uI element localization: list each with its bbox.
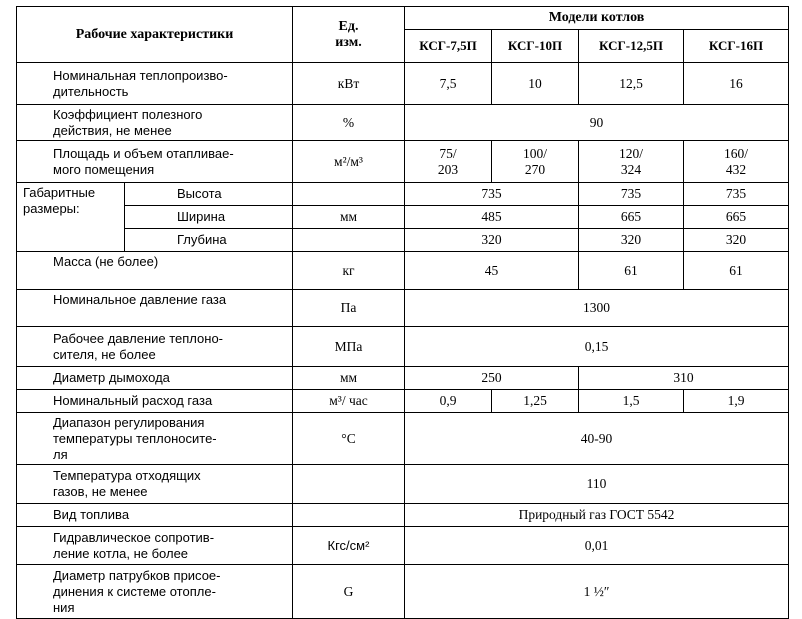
temp-range-unit: °С <box>293 413 405 465</box>
power-value-1: 7,5 <box>405 63 492 105</box>
hydraulic-value: 0,01 <box>405 527 789 565</box>
dim-height-value-3: 735 <box>684 183 789 206</box>
row-hydraulic <box>17 527 789 565</box>
row-temp-range <box>17 413 789 465</box>
temp-range-value: 40-90 <box>405 413 789 465</box>
mass-label: Масса (не более) <box>17 252 293 290</box>
power-unit: кВт <box>293 63 405 105</box>
area-value-3: 120/ 324 <box>579 141 684 183</box>
row-dim-width <box>17 206 789 229</box>
mass-unit: кг <box>293 252 405 290</box>
dim-width-value-1: 485 <box>405 206 579 229</box>
row-work-pressure <box>17 327 789 367</box>
work-pressure-value: 0,15 <box>405 327 789 367</box>
area-value-1: 75/ 203 <box>405 141 492 183</box>
row-chimney <box>17 367 789 390</box>
header-model-3: КСГ-12,5П <box>579 30 684 63</box>
chimney-value-2: 310 <box>579 367 789 390</box>
power-value-3: 12,5 <box>579 63 684 105</box>
dim-height-label: Высота <box>125 183 293 206</box>
mass-value-3: 61 <box>684 252 789 290</box>
gas-pressure-value: 1300 <box>405 290 789 327</box>
temp-range-label: Диапазон регулирования температуры теплоносите- ля <box>17 413 293 465</box>
fuel-value: Природный газ ГОСТ 5542 <box>405 504 789 527</box>
row-fuel <box>17 504 789 527</box>
row-dim-depth <box>17 229 789 252</box>
efficiency-label: Коэффициент полезного действия, не менее <box>17 105 293 141</box>
dim-depth-value-2: 320 <box>579 229 684 252</box>
flue-temp-label: Температура отходящих газов, не менее <box>17 465 293 504</box>
row-power <box>17 63 789 105</box>
dim-unit: мм <box>293 206 405 229</box>
power-value-4: 16 <box>684 63 789 105</box>
gas-flow-value-1: 0,9 <box>405 390 492 413</box>
area-label: Площадь и объем отапливае- мого помещения <box>17 141 293 183</box>
header-unit: Ед. изм. <box>293 7 405 63</box>
row-gas-flow <box>17 390 789 413</box>
hydraulic-unit: Кгс/см² <box>293 527 405 565</box>
dimensions-label: Габаритные размеры: <box>17 183 125 252</box>
fuel-label: Вид топлива <box>17 504 293 527</box>
chimney-value-1: 250 <box>405 367 579 390</box>
pipe-value: 1 ½″ <box>405 565 789 619</box>
gas-pressure-unit: Па <box>293 290 405 327</box>
mass-value-1: 45 <box>405 252 579 290</box>
row-pipe <box>17 565 789 619</box>
efficiency-unit: % <box>293 105 405 141</box>
header-model-2: КСГ-10П <box>492 30 579 63</box>
work-pressure-label: Рабочее давление теплоно- сителя, не более <box>17 327 293 367</box>
gas-flow-label: Номинальный расход газа <box>17 390 293 413</box>
area-value-2: 100/ 270 <box>492 141 579 183</box>
dim-depth-label: Глубина <box>125 229 293 252</box>
gas-flow-value-3: 1,5 <box>579 390 684 413</box>
chimney-unit: мм <box>293 367 405 390</box>
dim-depth-value-1: 320 <box>405 229 579 252</box>
dim-width-value-3: 665 <box>684 206 789 229</box>
row-efficiency <box>17 105 789 141</box>
row-gas-pressure <box>17 290 789 327</box>
flue-temp-unit <box>293 465 405 504</box>
dim-height-value-1: 735 <box>405 183 579 206</box>
row-flue-temp <box>17 465 789 504</box>
dim-depth-unit <box>293 229 405 252</box>
specifications-table <box>16 6 789 619</box>
row-dim-height <box>17 183 789 206</box>
hydraulic-label: Гидравлическое сопротив- ление котла, не более <box>17 527 293 565</box>
gas-flow-value-4: 1,9 <box>684 390 789 413</box>
chimney-label: Диаметр дымохода <box>17 367 293 390</box>
row-mass <box>17 252 789 290</box>
dim-width-value-2: 665 <box>579 206 684 229</box>
gas-pressure-label: Номинальное давление газа <box>17 290 293 327</box>
header-model-1: КСГ-7,5П <box>405 30 492 63</box>
area-unit: м²/м³ <box>293 141 405 183</box>
header-characteristics: Рабочие характеристики <box>17 7 293 63</box>
dim-height-unit <box>293 183 405 206</box>
power-value-2: 10 <box>492 63 579 105</box>
header-model-4: КСГ-16П <box>684 30 789 63</box>
pipe-label: Диаметр патрубков присое- динения к системе отопле- ния <box>17 565 293 619</box>
dim-depth-value-3: 320 <box>684 229 789 252</box>
gas-flow-value-2: 1,25 <box>492 390 579 413</box>
gas-flow-unit: м³/ час <box>293 390 405 413</box>
dim-width-label: Ширина <box>125 206 293 229</box>
row-area <box>17 141 789 183</box>
work-pressure-unit: МПа <box>293 327 405 367</box>
power-label: Номинальная теплопроизво- дительность <box>17 63 293 105</box>
area-value-4: 160/ 432 <box>684 141 789 183</box>
flue-temp-value: 110 <box>405 465 789 504</box>
pipe-unit: G <box>293 565 405 619</box>
efficiency-value: 90 <box>405 105 789 141</box>
mass-value-2: 61 <box>579 252 684 290</box>
fuel-unit <box>293 504 405 527</box>
dim-height-value-2: 735 <box>579 183 684 206</box>
header-models: Модели котлов <box>405 7 789 30</box>
